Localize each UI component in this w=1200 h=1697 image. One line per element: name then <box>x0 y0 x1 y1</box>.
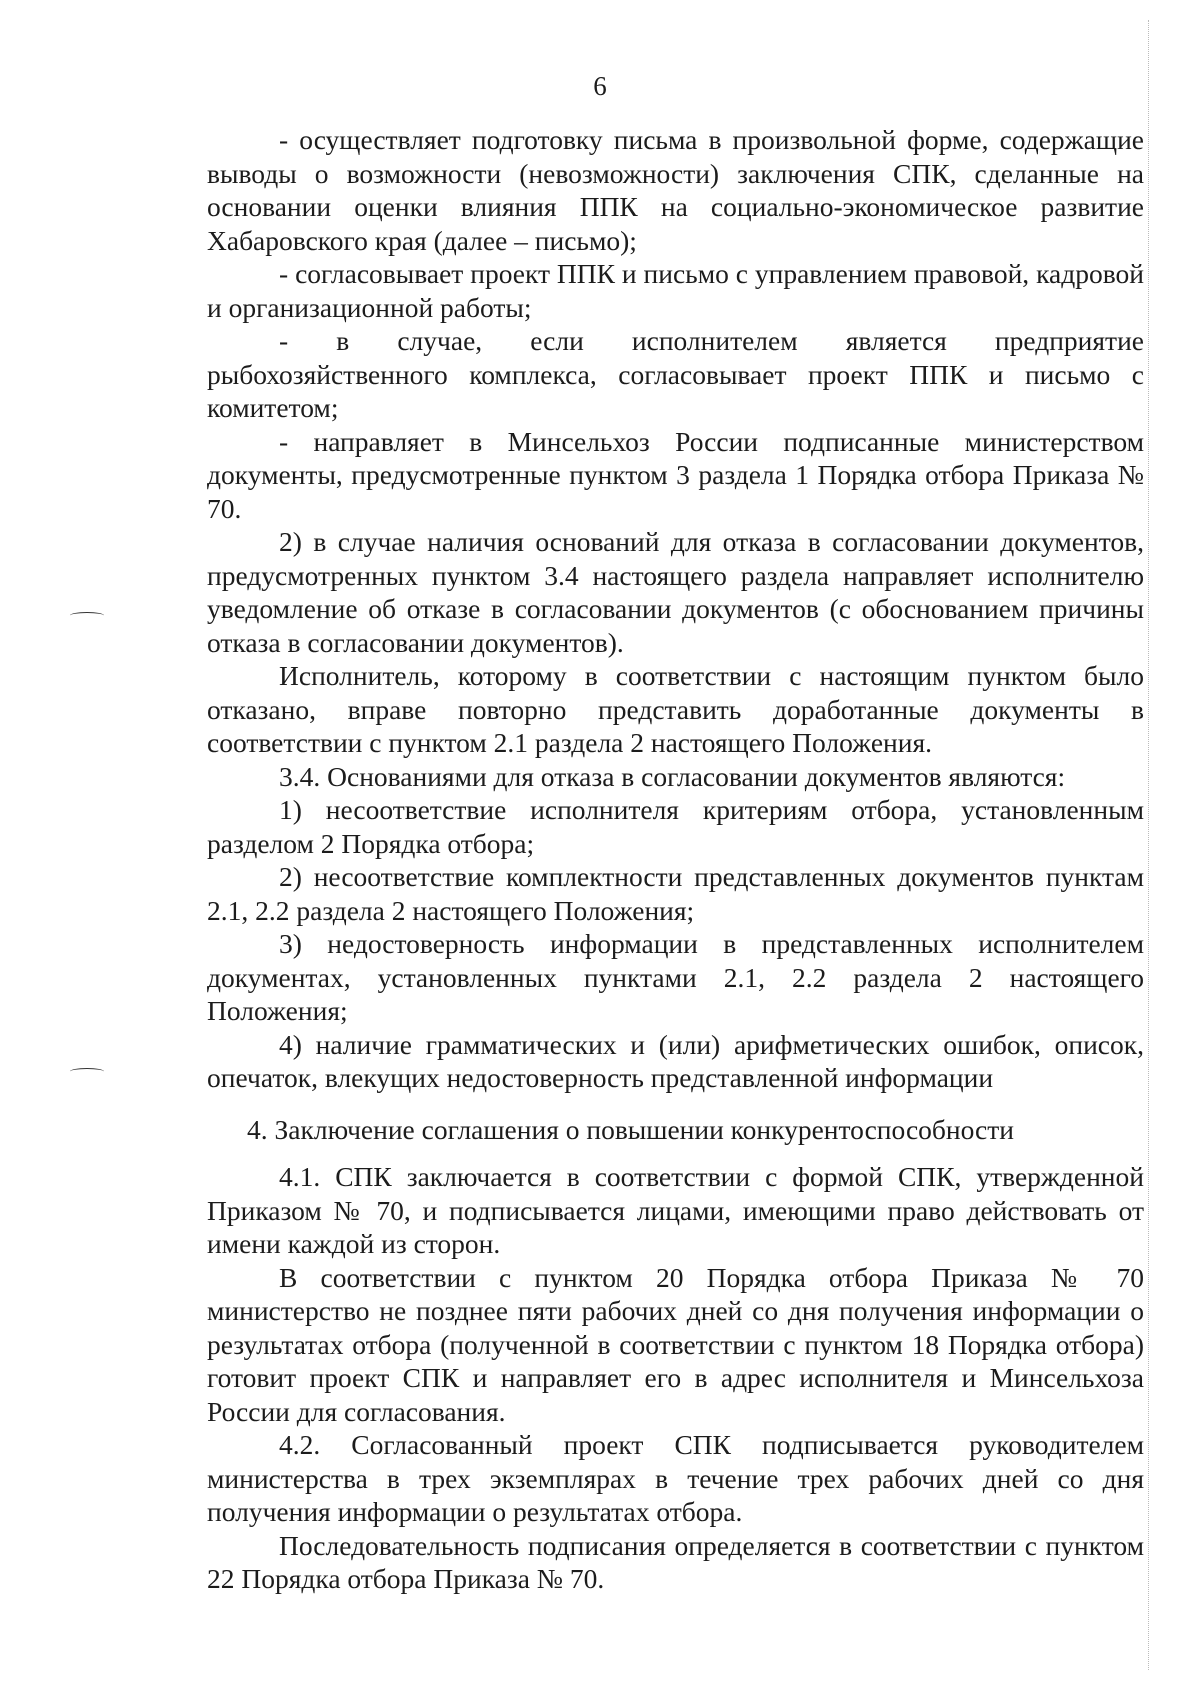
paragraph: - согласовывает проект ППК и письмо с управлением правовой, кадровой и организационной работы; <box>207 258 1144 323</box>
scan-punch-mark <box>70 1068 104 1075</box>
paragraph: Последовательность подписания определяется в соответствии с пунктом 22 Порядка отбора Приказа № 70. <box>207 1529 1144 1594</box>
list-item: 2) несоответствие комплектности представленных документов пунктам 2.1, 2.2 раздела 2 настоящего Положения; <box>207 861 1144 926</box>
paragraph: - направляет в Минсельхоз России подписанные министерством документы, предусмотренные пунктом 3 раздела 1 Порядка отбора Приказа № 70. <box>207 425 1144 524</box>
section-heading: 4. Заключение соглашения о повышении конкурентоспособности <box>247 1113 1014 1145</box>
scan-edge-line <box>1148 20 1149 1670</box>
paragraph: 4.1. СПК заключается в соответствии с формой СПК, утвержденной Приказом № 70, и подписывается лицами, имеющими право действовать от имени каждой из сторон. <box>207 1161 1144 1259</box>
paragraph: - осуществляет подготовку письма в произвольной форме, содержащие выводы о возможности (невозможности) заключения СПК, сделанные на основании оценки влияния ППК на социально-экономическое развитие Хабаровского края (далее – письмо); <box>207 124 1144 256</box>
list-item: 4) наличие грамматических и (или) арифметических ошибок, описок, опечаток, влекущих недостоверность представленной информации <box>207 1028 1144 1093</box>
paragraph: В соответствии с пунктом 20 Порядка отбора Приказа № 70 министерство не позднее пяти рабочих дней со дня получения информации о результатах отбора (полученной в соответствии с пунктом 18 Порядка отбора) готовит проект СПК и направляет его в адрес исполнителя и Минсельхоза России для согласования. <box>207 1261 1144 1427</box>
scan-punch-mark <box>70 612 104 619</box>
paragraph: 2) в случае наличия оснований для отказа в согласовании документов, предусмотренных пунктом 3.4 настоящего раздела направляет исполнителю уведомление об отказе в согласовании документов (с обоснованием причины отказа в согласовании документов). <box>207 526 1144 658</box>
paragraph: 3.4. Основаниями для отказа в согласовании документов являются: <box>279 760 1066 792</box>
paragraph: - в случае, если исполнителем является предприятие рыбохозяйственного комплекса, согласовывает проект ППК и письмо с комитетом; <box>207 325 1144 423</box>
paragraph: 4.2. Согласованный проект СПК подписывается руководителем министерства в трех экземплярах в течение трех рабочих дней со дня получения информации о результатах отбора. <box>207 1429 1144 1527</box>
list-item: 1) несоответствие исполнителя критериям отбора, установленным разделом 2 Порядка отбора; <box>207 794 1144 859</box>
page-number: 6 <box>593 71 607 101</box>
document-body <box>207 123 1144 1596</box>
list-item: 3) недостоверность информации в представленных исполнителем документах, установленных пунктами 2.1, 2.2 раздела 2 настоящего Положения; <box>207 928 1144 1026</box>
paragraph: Исполнитель, которому в соответствии с настоящим пунктом было отказано, вправе повторно представить доработанные документы в соответствии с пунктом 2.1 раздела 2 настоящего Положения. <box>207 660 1144 758</box>
